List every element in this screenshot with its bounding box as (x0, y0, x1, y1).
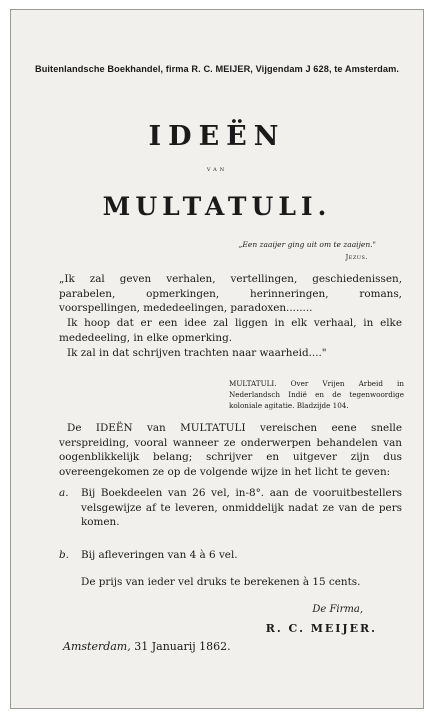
condition-b (59, 548, 402, 563)
signature-name: R. C. MEIJER. (265, 622, 377, 635)
announcement-paragraph: De IDEËN van MULTATULI vereischen eene snelle verspreiding, vooral wanneer ze onderwerpen behandelen van oogenblikkelijk belang; schrijver en uitgever zijn dus overeengekomen ze op de volgende wijze in het licht te geven: (59, 422, 402, 478)
condition-marker: b. (59, 549, 69, 561)
date-place: Amsterdam, (63, 640, 131, 653)
condition-text: Bij Boekdeelen van 26 vel, in-8°. aan de vooruitbestellers velsgewijze af te leveren, onmiddelijk nadat ze van de pers komen. (81, 487, 402, 528)
condition-text: Bij afleveringen van 4 à 6 vel. (81, 549, 238, 561)
epigraph-attribution: Jezus. (345, 253, 368, 261)
condition-a (59, 486, 402, 530)
signature-label: De Firma, (312, 604, 363, 615)
epigraph-quote: „Een zaaijer ging uit om te zaaijen." (238, 240, 376, 249)
date-line (63, 640, 231, 653)
quote-paragraph-1: „Ik zal geven verhalen, vertellingen, geschiedenissen, parabelen, opmerkingen, herinneringen, romans, voorspellingen, mededeelingen, paradoxen........ (59, 273, 402, 314)
price-line: De prijs van ieder vel druks te berekenen à 15 cents. (81, 576, 361, 588)
poster-sheet (10, 9, 424, 709)
condition-marker: a. (59, 487, 69, 499)
date-day: 31 Januarij 1862. (134, 640, 231, 653)
title-van: VAN (206, 167, 228, 173)
publisher-header: Buitenlandsche Boekhandel, firma R. C. MEIJER, Vijgendam J 628, te Amsterdam. (34, 64, 400, 74)
author-name: MULTATULI. (102, 192, 332, 221)
quote-paragraph-3: Ik zal in dat schrijven trachten naar waarheid...." (67, 347, 327, 359)
title: IDEËN (148, 121, 286, 152)
quote-paragraph-2: Ik hoop dat er een idee zal liggen in elk verhaal, in elke mededeeling, in elke opmerking. (59, 317, 402, 344)
quote-source: MULTATULI. Over Vrijen Arbeid in Nederlandsch Indië en de tegenwoordige koloniale agitatie. Bladzijde 104. (229, 379, 404, 410)
